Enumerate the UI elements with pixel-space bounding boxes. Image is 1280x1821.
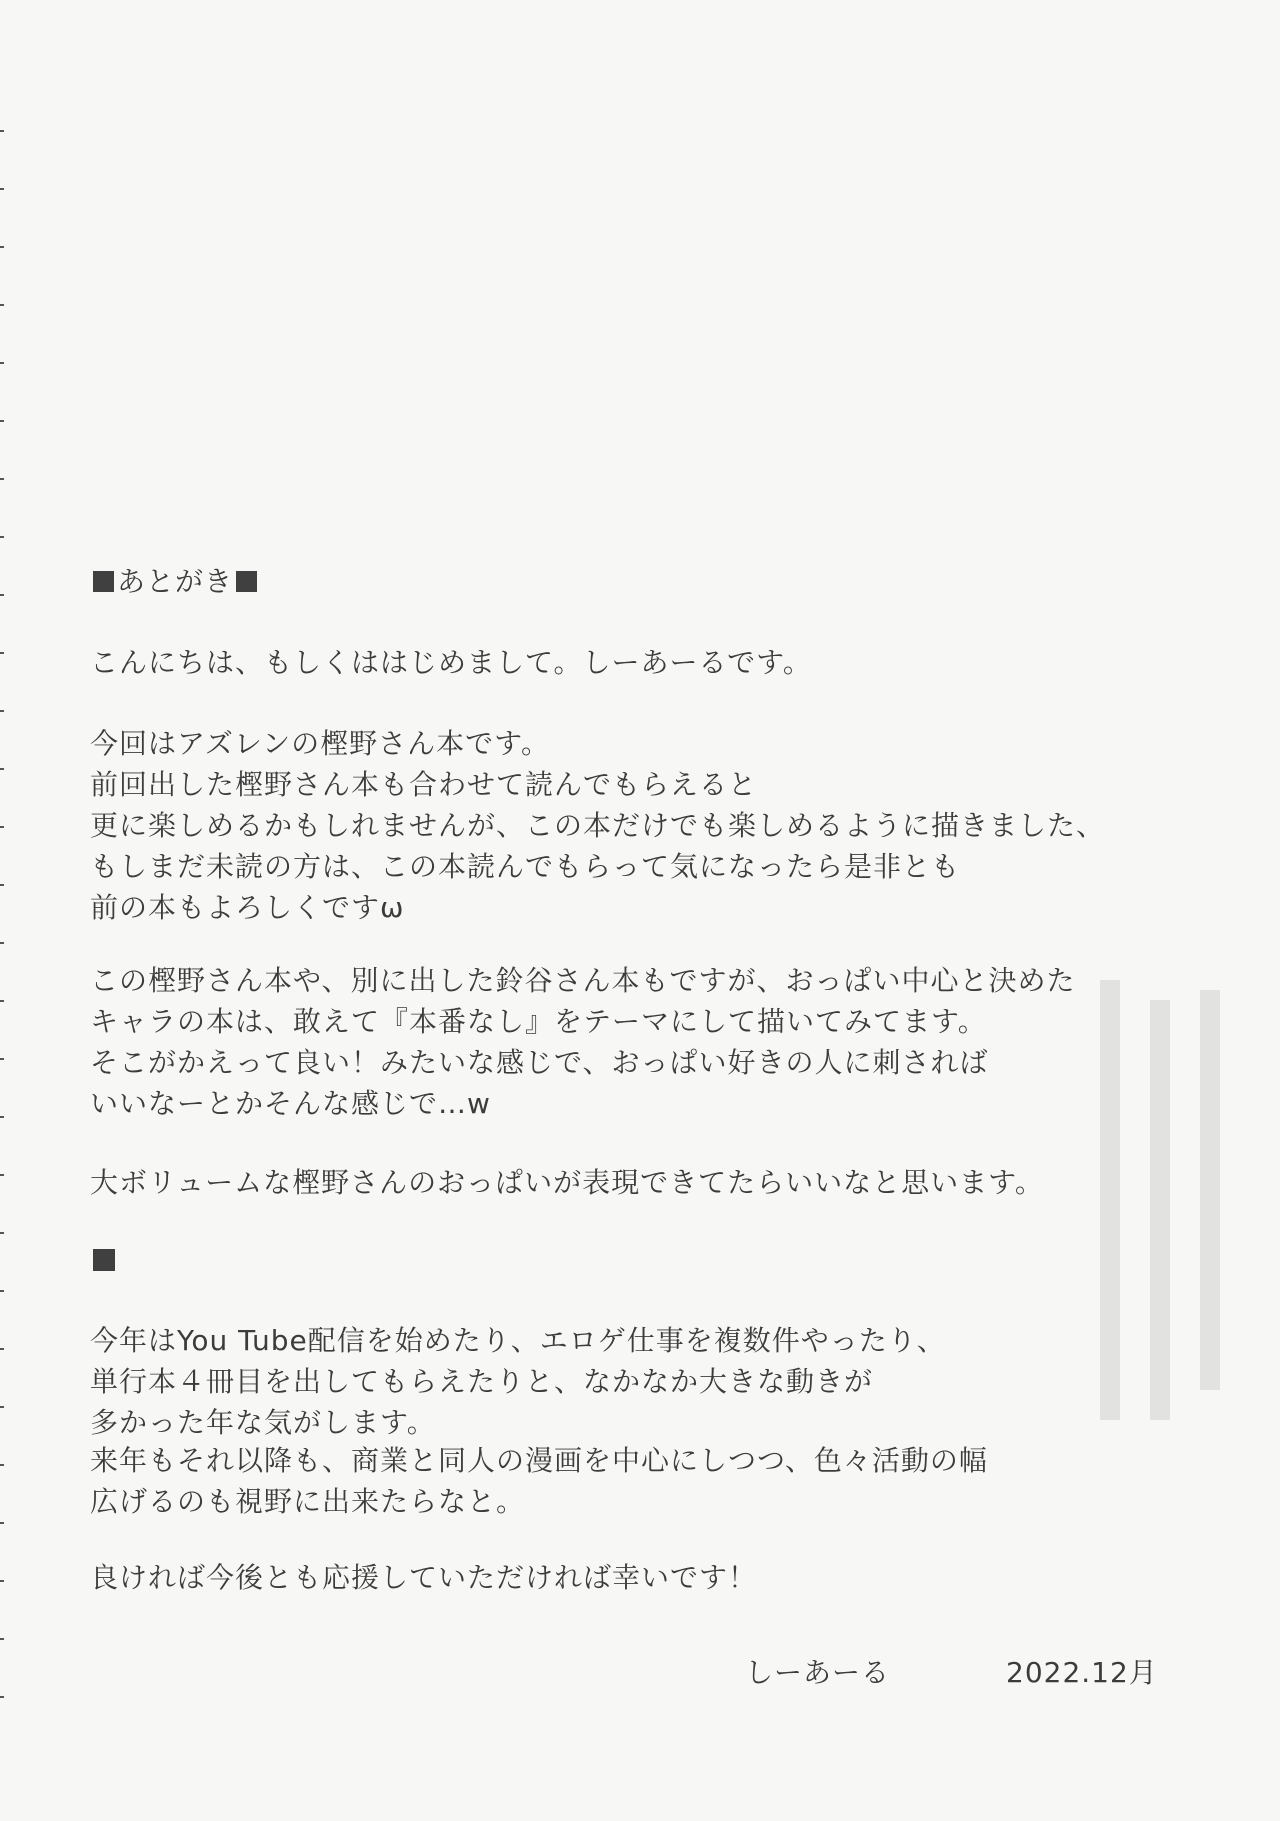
paragraph-this-year <box>90 1320 946 1443</box>
text-line: 更に楽しめるかもしれませんが、この本だけでも楽しめるように描きました、 <box>90 809 1106 842</box>
paragraph-about-book <box>90 723 1105 928</box>
square-bullet-icon <box>236 571 257 592</box>
text-line: 多かった年な気がします。 <box>90 1406 436 1439</box>
bleed-through-text <box>1080 980 1260 1440</box>
binding-marks <box>0 0 6 1821</box>
text-line: 前回出した樫野さん本も合わせて読んでもらえると <box>90 768 758 801</box>
text-line: 来年もそれ以降も、商業と同人の漫画を中心にしつつ、色々活動の幅 <box>90 1444 988 1477</box>
paragraph-closing <box>90 1557 757 1598</box>
text-line: 単行本４冊目を出してもらえたりと、なかなか大きな動きが <box>90 1365 874 1398</box>
text-line: この樫野さん本や、別に出した鈴谷さん本もですが、おっぱい中心と決めた <box>90 964 1076 997</box>
text-line: 前の本もよろしくですω <box>90 891 405 924</box>
square-bullet-icon <box>93 1249 115 1271</box>
text-line: 大ボリュームな樫野さんのおっぱいが表現できてたらいいなと思います。 <box>90 1166 1044 1199</box>
text-line: もしまだ未読の方は、この本読んでもらって気になったら是非とも <box>90 850 961 883</box>
signature-date: 2022.12月 <box>1006 1656 1158 1689</box>
text-line: 今年はYou Tube配信を始めたり、エロゲ仕事を複数件やったり、 <box>90 1324 946 1357</box>
text-line: キャラの本は、敢えて『本番なし』をテーマにして描いてみてます。 <box>90 1005 987 1038</box>
square-bullet-icon <box>93 571 114 592</box>
text-line: 良ければ今後とも応援していただければ幸いです！ <box>90 1561 758 1594</box>
signature-author: しーあーる <box>745 1656 891 1689</box>
paragraph-greeting <box>90 642 812 683</box>
paragraph-wish <box>90 1162 1044 1203</box>
paragraph-theme <box>90 960 1075 1124</box>
text-line: 今回はアズレンの樫野さん本です。 <box>90 727 550 760</box>
text-line: そこがかえって良い！みたいな感じで、おっぱい好きの人に刺されば <box>90 1046 989 1079</box>
text-line: いいなーとかそんな感じで…w <box>90 1087 491 1120</box>
paragraph-next-year <box>90 1440 988 1522</box>
heading-title: あとがき <box>117 565 234 598</box>
text-line: 広げるのも視野に出来たらなと。 <box>90 1485 526 1518</box>
text-line: こんにちは、もしくははじめまして。しーあーるです。 <box>90 646 812 679</box>
afterword-heading <box>90 561 260 602</box>
